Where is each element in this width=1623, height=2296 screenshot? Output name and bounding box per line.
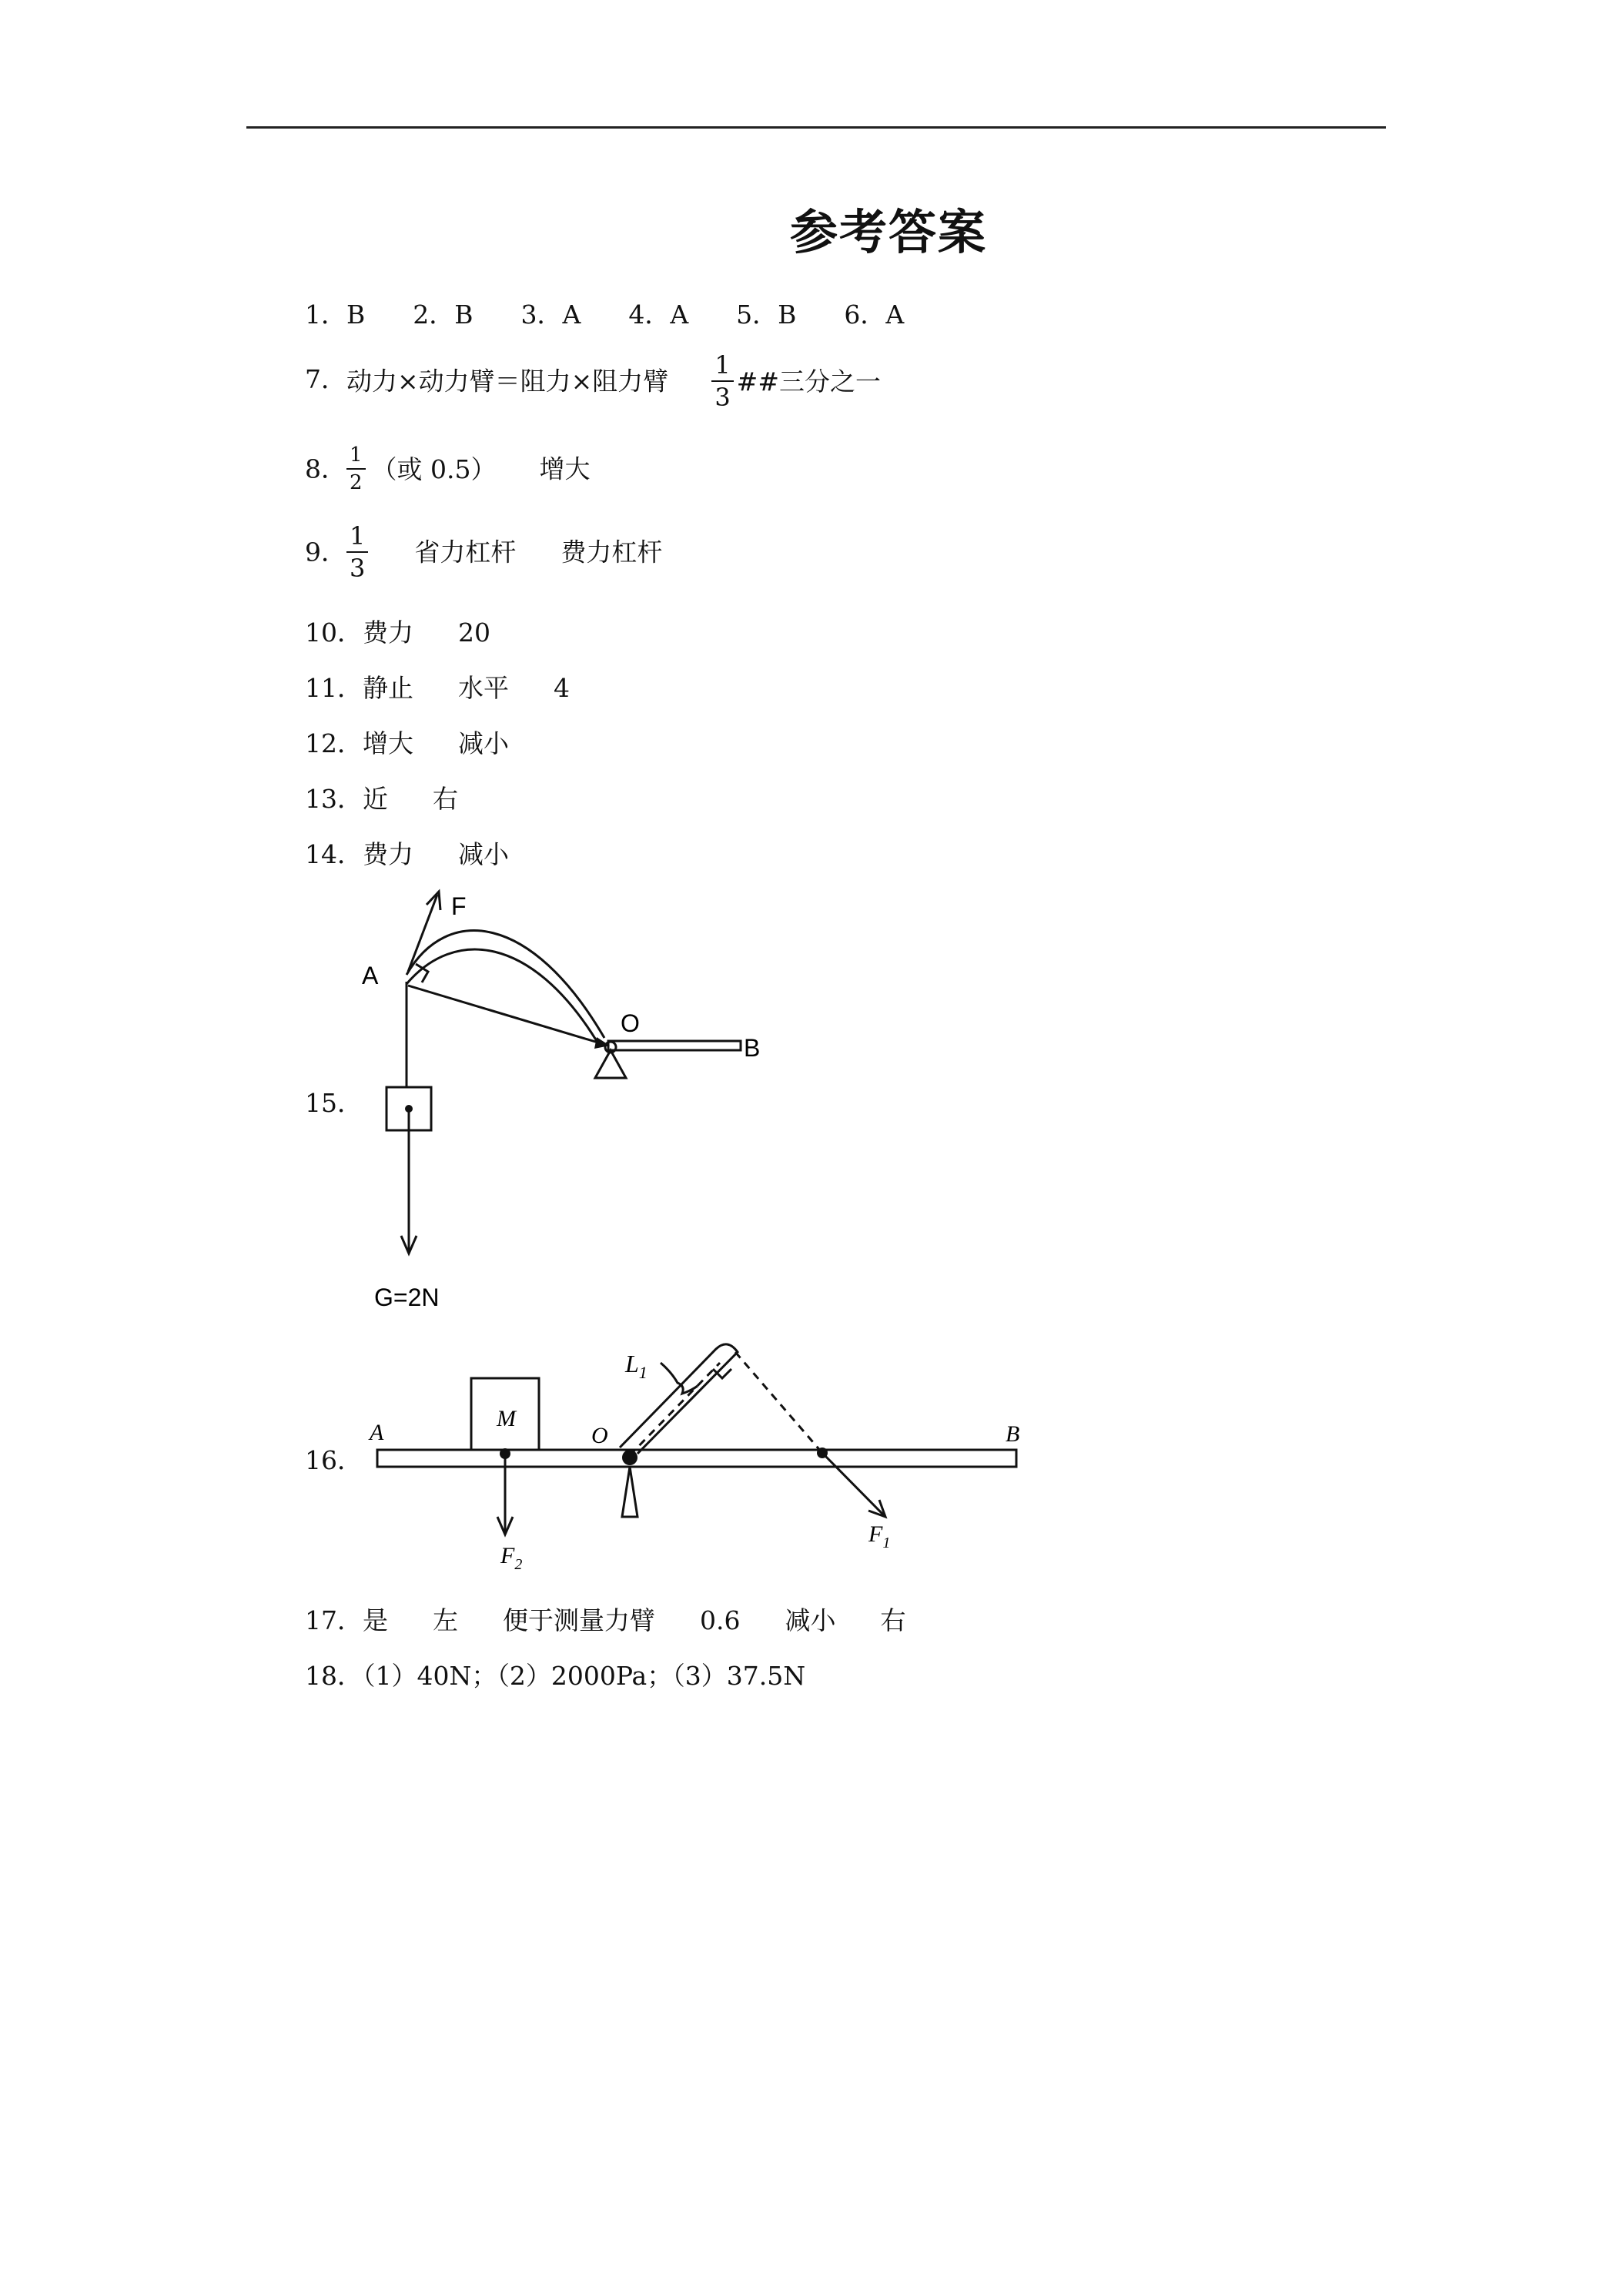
answer-part-a: 是	[363, 1605, 388, 1635]
pivot-wedge	[622, 1467, 637, 1517]
question-number: 8．	[305, 454, 346, 484]
answer-3: 3．A	[520, 300, 581, 330]
fraction: $\frac{1}{2}$	[346, 445, 366, 493]
answer-part-d: 0.6	[700, 1605, 741, 1635]
label-a: A	[362, 962, 379, 989]
question-number: 7．	[305, 364, 346, 394]
answer-18	[305, 1663, 805, 1689]
answer-part-b: 右	[433, 784, 458, 814]
fraction: $\frac{1}{3}$	[711, 353, 733, 410]
answer-part-b: 20	[458, 618, 490, 648]
answer-part-c: 4	[554, 673, 570, 703]
answer-part-a: （或 0.5）	[371, 454, 497, 484]
answer-part-a: 增大	[363, 728, 413, 758]
label-b: B	[1006, 1421, 1020, 1447]
answer-alt: ##三分之一	[736, 366, 881, 397]
brace-l1	[661, 1363, 698, 1394]
answer-part-a: 近	[363, 784, 388, 814]
answer-part-a: 静止	[363, 673, 413, 703]
answer-part-a: 费力	[363, 618, 413, 648]
answer-part-a: 费力	[363, 839, 413, 869]
page-title: 参考答案	[789, 204, 987, 260]
question-number: 13．	[305, 784, 363, 814]
answer-6: 6．A	[844, 300, 905, 330]
answer-part-b: 费力杠杆	[561, 537, 663, 567]
answer-5: 5．B	[736, 300, 797, 330]
question-number: 17．	[305, 1605, 363, 1635]
answer-part-b: 增大	[539, 454, 591, 484]
answer-part-b: 水平	[458, 673, 509, 703]
lever-bar-ab	[377, 1450, 1016, 1467]
answer-part-c: 便于测量力臂	[503, 1605, 655, 1635]
answer-part-e: 减小	[785, 1605, 836, 1635]
label-o: O	[591, 1423, 608, 1448]
arrow-f1	[822, 1453, 884, 1515]
label-gravity: G=2N	[374, 1284, 440, 1311]
label-f1: $F_1$	[868, 1521, 891, 1551]
label-f: F	[451, 892, 467, 920]
answer-2: 2．B	[413, 300, 474, 330]
force-line-dashed	[735, 1352, 822, 1453]
answer-part-b: 左	[433, 1605, 458, 1635]
question-number: 11．	[305, 673, 363, 703]
question-number: 14．	[305, 839, 363, 869]
answer-text: （1）40N；（2）2000Pa；（3）37.5N	[363, 1661, 806, 1691]
fraction: $\frac{1}{3}$	[346, 524, 368, 581]
question-number: 10．	[305, 618, 363, 648]
answer-part-b: 减小	[458, 728, 509, 758]
answer-4: 4．A	[628, 300, 689, 330]
label-a: A	[370, 1420, 384, 1445]
answer-16-number: 16．	[305, 1445, 363, 1475]
answer-17	[305, 1605, 906, 1635]
label-l1: $L_1$	[625, 1350, 648, 1382]
answer-part-f: 右	[880, 1605, 906, 1635]
label-b: B	[744, 1034, 761, 1062]
question-number: 9．	[305, 537, 346, 567]
answer-1: 1．B	[305, 300, 366, 330]
label-o: O	[621, 1009, 640, 1037]
answer-part-b: 减小	[458, 839, 509, 869]
answer-text: 动力×动力臂＝阻力×阻力臂	[346, 366, 669, 397]
question-number: 12．	[305, 728, 363, 758]
answer-part-a: 省力杠杆	[414, 537, 517, 567]
question-number: 18．	[305, 1661, 363, 1691]
label-f2: $F_2$	[500, 1543, 523, 1573]
label-m: M	[497, 1406, 516, 1431]
answer-15-number: 15．	[305, 1088, 363, 1118]
